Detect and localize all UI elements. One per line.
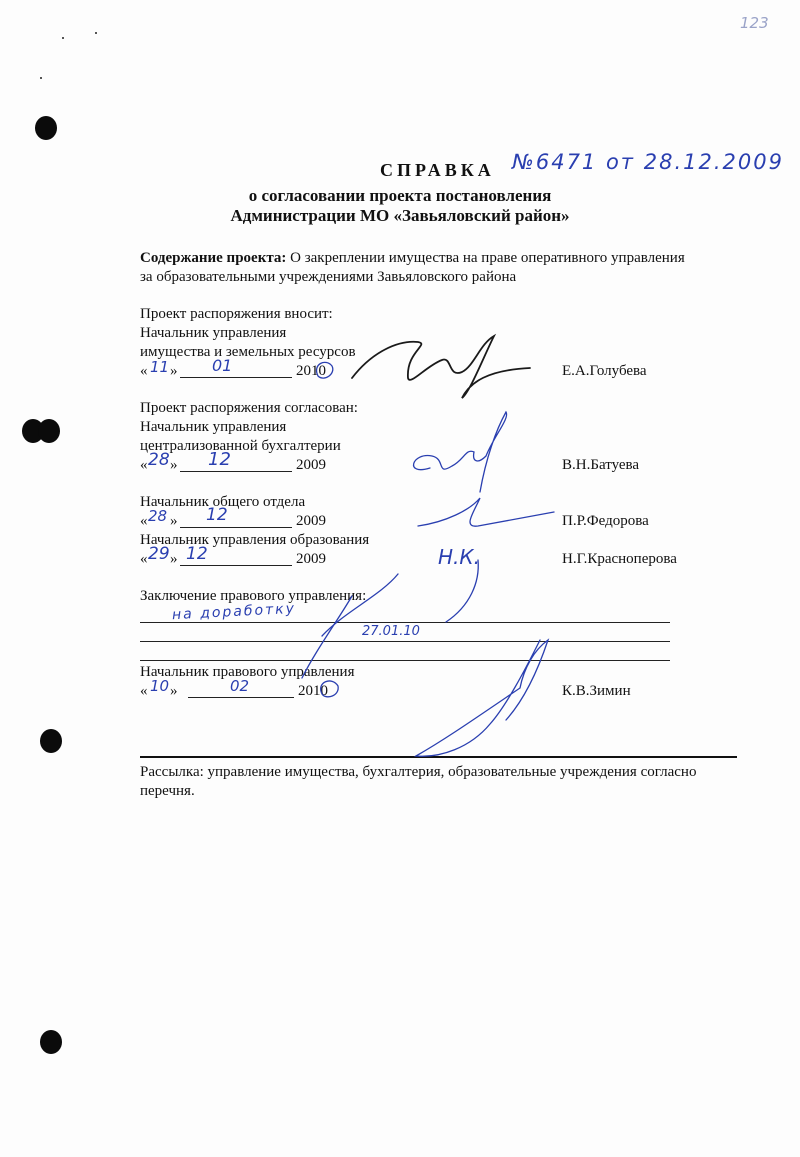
legal-head-year: 2010: [298, 683, 328, 699]
proposer-name: Е.А.Голубева: [562, 363, 647, 379]
proposer-heading: Проект распоряжения вносит:: [140, 306, 333, 322]
binder-hole: [40, 729, 62, 753]
scan-speck: [62, 37, 64, 39]
education-year: 2009: [296, 551, 326, 567]
content-line-1: [140, 249, 685, 267]
registration-number: №6471 от 28.12.2009: [512, 150, 784, 174]
binder-hole: [40, 1030, 62, 1054]
agreed-month: 12: [208, 449, 231, 470]
date-blank: [180, 471, 292, 472]
general-name: П.Р.Федорова: [562, 513, 649, 529]
proposer-day: 11: [150, 358, 170, 376]
quote-open: «: [140, 551, 148, 567]
education-initials: Н.К.: [438, 545, 480, 569]
date-blank: [180, 527, 292, 528]
quote-close: »: [170, 513, 178, 529]
education-day: 29: [148, 544, 170, 564]
distribution-separator: [140, 756, 737, 758]
conclusion-line: [140, 622, 670, 623]
agreed-position-2: централизованной бухгалтерии: [140, 438, 341, 454]
date-blank: [180, 565, 292, 566]
date-blank: [188, 697, 294, 698]
general-month: 12: [206, 505, 228, 525]
signature-golubeva: [352, 336, 530, 398]
page-number-mark: 123: [740, 14, 769, 32]
quote-open: «: [140, 683, 148, 699]
quote-close: »: [170, 363, 178, 379]
agreed-day: 28: [148, 450, 170, 470]
legal-head-day: 10: [150, 677, 170, 695]
proposer-position-2: имущества и земельных ресурсов: [140, 344, 356, 360]
signature-zimin: [416, 640, 548, 756]
conclusion-line: [140, 660, 670, 661]
quote-close: »: [170, 683, 178, 699]
subtitle-line-2: Администрации МО «Завьяловский район»: [230, 206, 570, 225]
general-year: 2009: [296, 513, 326, 529]
binder-hole: [38, 419, 60, 443]
quote-open: «: [140, 363, 148, 379]
quote-close: »: [170, 551, 178, 567]
agreed-position-1: Начальник управления: [140, 419, 287, 435]
signature-krasnoperova: [446, 560, 478, 622]
education-position: Начальник управления образования: [140, 532, 370, 548]
agreed-year: 2009: [296, 457, 326, 473]
legal-heading: Заключение правового управления:: [140, 588, 367, 604]
conclusion-line: [140, 641, 670, 642]
general-day: 28: [148, 507, 168, 525]
legal-note-date: 27.01.10: [362, 624, 420, 639]
distribution-line-2: перечня.: [140, 783, 195, 799]
proposer-position-1: Начальник управления: [140, 325, 287, 341]
subtitle-line-1: о согласовании проекта постановления: [248, 186, 552, 205]
scan-speck: [40, 77, 42, 79]
general-position: Начальник общего отдела: [140, 494, 306, 510]
quote-close: »: [170, 457, 178, 473]
education-month: 12: [186, 544, 208, 564]
binder-hole: [35, 116, 57, 140]
legal-head-month: 02: [230, 677, 250, 695]
agreed-heading: Проект распоряжения согласован:: [140, 400, 358, 416]
scan-speck: [95, 32, 97, 34]
content-text-2: за образовательными учреждениями Завьяловского района: [140, 269, 517, 285]
date-blank: [180, 377, 292, 378]
quote-open: «: [140, 513, 148, 529]
distribution-line-1: Рассылка: управление имущества, бухгалтерия, образовательные учреждения согласно: [140, 764, 697, 780]
content-text-1: О закреплении имущества на праве оперативного управления: [290, 250, 685, 266]
proposer-month: 01: [212, 356, 233, 375]
legal-head-position: Начальник правового управления: [140, 664, 355, 680]
quote-open: «: [140, 457, 148, 473]
content-label: Содержание проекта:: [140, 250, 287, 266]
agreed-name: В.Н.Батуева: [562, 457, 640, 473]
legal-head-name: К.В.Зимин: [562, 683, 631, 699]
signature-batueva: [414, 412, 507, 492]
education-name: Н.Г.Красноперова: [562, 551, 677, 567]
signature-fedorova: [418, 498, 554, 526]
proposer-year: 2010: [296, 363, 326, 379]
document-title: СПРАВКА: [380, 160, 495, 180]
legal-note: на доработку: [171, 600, 297, 624]
